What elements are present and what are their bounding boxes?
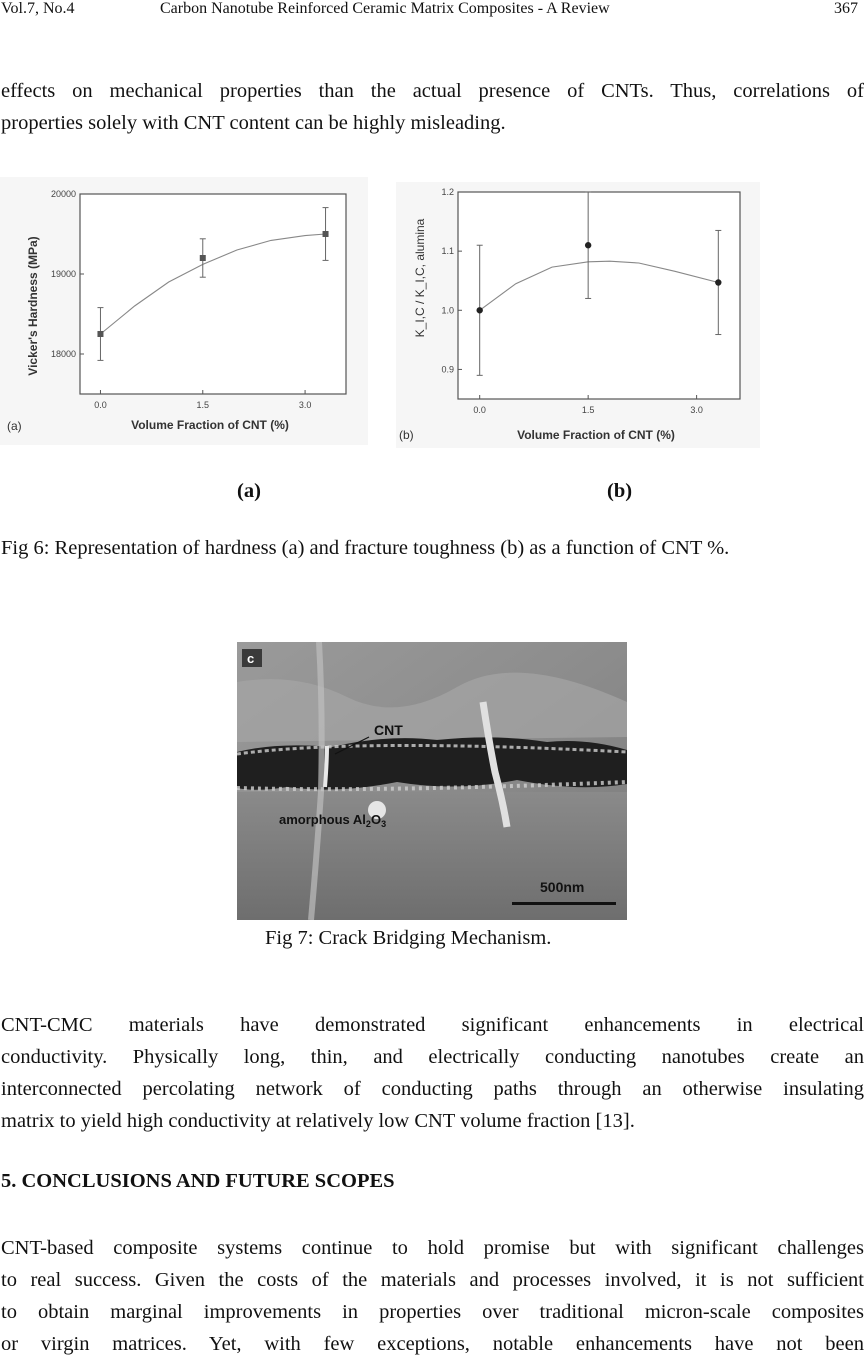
data-point <box>97 331 103 337</box>
x-tick-label: 0.0 <box>473 405 486 415</box>
x-tick-label: 3.0 <box>298 400 312 410</box>
y-tick-label: 18000 <box>50 349 76 359</box>
data-point <box>323 231 329 237</box>
paragraph-line: or virgin matrices. Yet, with few exceptions, notable enhancements have not been <box>1 1333 864 1355</box>
x-axis-label: Volume Fraction of CNT (%) <box>131 418 289 432</box>
paragraph-line: effects on mechanical properties than the actual presence of CNTs. Thus, correlations of <box>1 80 864 102</box>
x-tick-label: 1.5 <box>196 400 210 410</box>
x-axis-label: Volume Fraction of CNT (%) <box>517 428 675 442</box>
y-axis-label: K_I,C / K_I,C, alumina <box>413 218 427 338</box>
figure-7-caption: Fig 7: Crack Bridging Mechanism. <box>265 927 552 949</box>
x-tick-label: 3.0 <box>690 405 703 415</box>
subcaption-b: (b) <box>607 480 633 502</box>
data-point <box>585 242 591 248</box>
paragraph-line: CNT-based composite systems continue to hold promise but with significant challenges <box>1 1237 864 1259</box>
panel-label: (b) <box>399 428 414 442</box>
y-tick-label: 1.2 <box>441 187 454 197</box>
paragraph-line: properties solely with CNT content can be highly misleading. <box>1 112 506 134</box>
paragraph-line: to real success. Given the costs of the materials and processes involved, it is not sufficient <box>1 1269 864 1291</box>
figure-6a-hardness-chart <box>0 177 368 445</box>
data-point <box>200 255 206 261</box>
plot-area <box>51 189 346 410</box>
subcaption-a: (a) <box>237 480 261 502</box>
scale-bar <box>512 902 616 905</box>
paragraph-line: CNT-CMC materials have demonstrated significant enhancements in electrical <box>1 1014 864 1036</box>
data-point <box>476 307 482 313</box>
cnt-label: CNT <box>374 722 403 738</box>
x-tick-label: 1.5 <box>581 405 595 415</box>
paragraph-line: to obtain marginal improvements in properties over traditional micron-scale composites <box>1 1301 864 1323</box>
header-article-title: Carbon Nanotube Reinforced Ceramic Matrix Composites - A Review <box>160 0 610 17</box>
figure-6-caption: Fig 6: Representation of hardness (a) and fracture toughness (b) as a function of CNT %. <box>1 537 730 559</box>
panel-label: (a) <box>7 419 22 433</box>
scale-bar-label: 500nm <box>540 879 585 895</box>
paragraph-line: conductivity. Physically long, thin, and electrically conducting nanotubes create an <box>1 1046 864 1068</box>
paragraph-conductivity <box>1 1009 864 1137</box>
y-tick-label: 1.1 <box>441 246 454 257</box>
data-point <box>715 279 721 285</box>
amorphous-alumina-label: amorphous $Al_2O_3$ <box>279 812 387 829</box>
figure-7-sem-micrograph <box>237 642 627 920</box>
y-tick-label: 0.9 <box>441 364 454 375</box>
y-tick-label: 1.0 <box>441 305 454 316</box>
panel-label: c <box>247 651 255 666</box>
x-tick-label: 0.0 <box>94 400 107 410</box>
paragraph-intro <box>1 75 864 139</box>
plot-area <box>441 187 740 415</box>
header-page-number: 367 <box>834 0 858 17</box>
section-heading: 5. CONCLUSIONS AND FUTURE SCOPES <box>1 1170 395 1192</box>
paragraph-line: interconnected percolating network of conducting paths through an otherwise insulating <box>1 1078 864 1100</box>
y-axis-label: Vicker's Hardness (MPa) <box>26 236 40 376</box>
y-tick-label: 20000 <box>50 189 76 199</box>
paragraph-conclusions <box>1 1232 864 1360</box>
header-journal-volume: Vol.7, No.4 <box>1 0 75 17</box>
nanotube-bridging-crack <box>325 746 327 787</box>
y-tick-label: 19000 <box>50 269 76 279</box>
plot-frame <box>80 194 346 394</box>
paragraph-line: matrix to yield high conductivity at relatively low CNT volume fraction [13]. <box>1 1110 635 1132</box>
figure-6b-toughness-chart <box>396 182 760 448</box>
